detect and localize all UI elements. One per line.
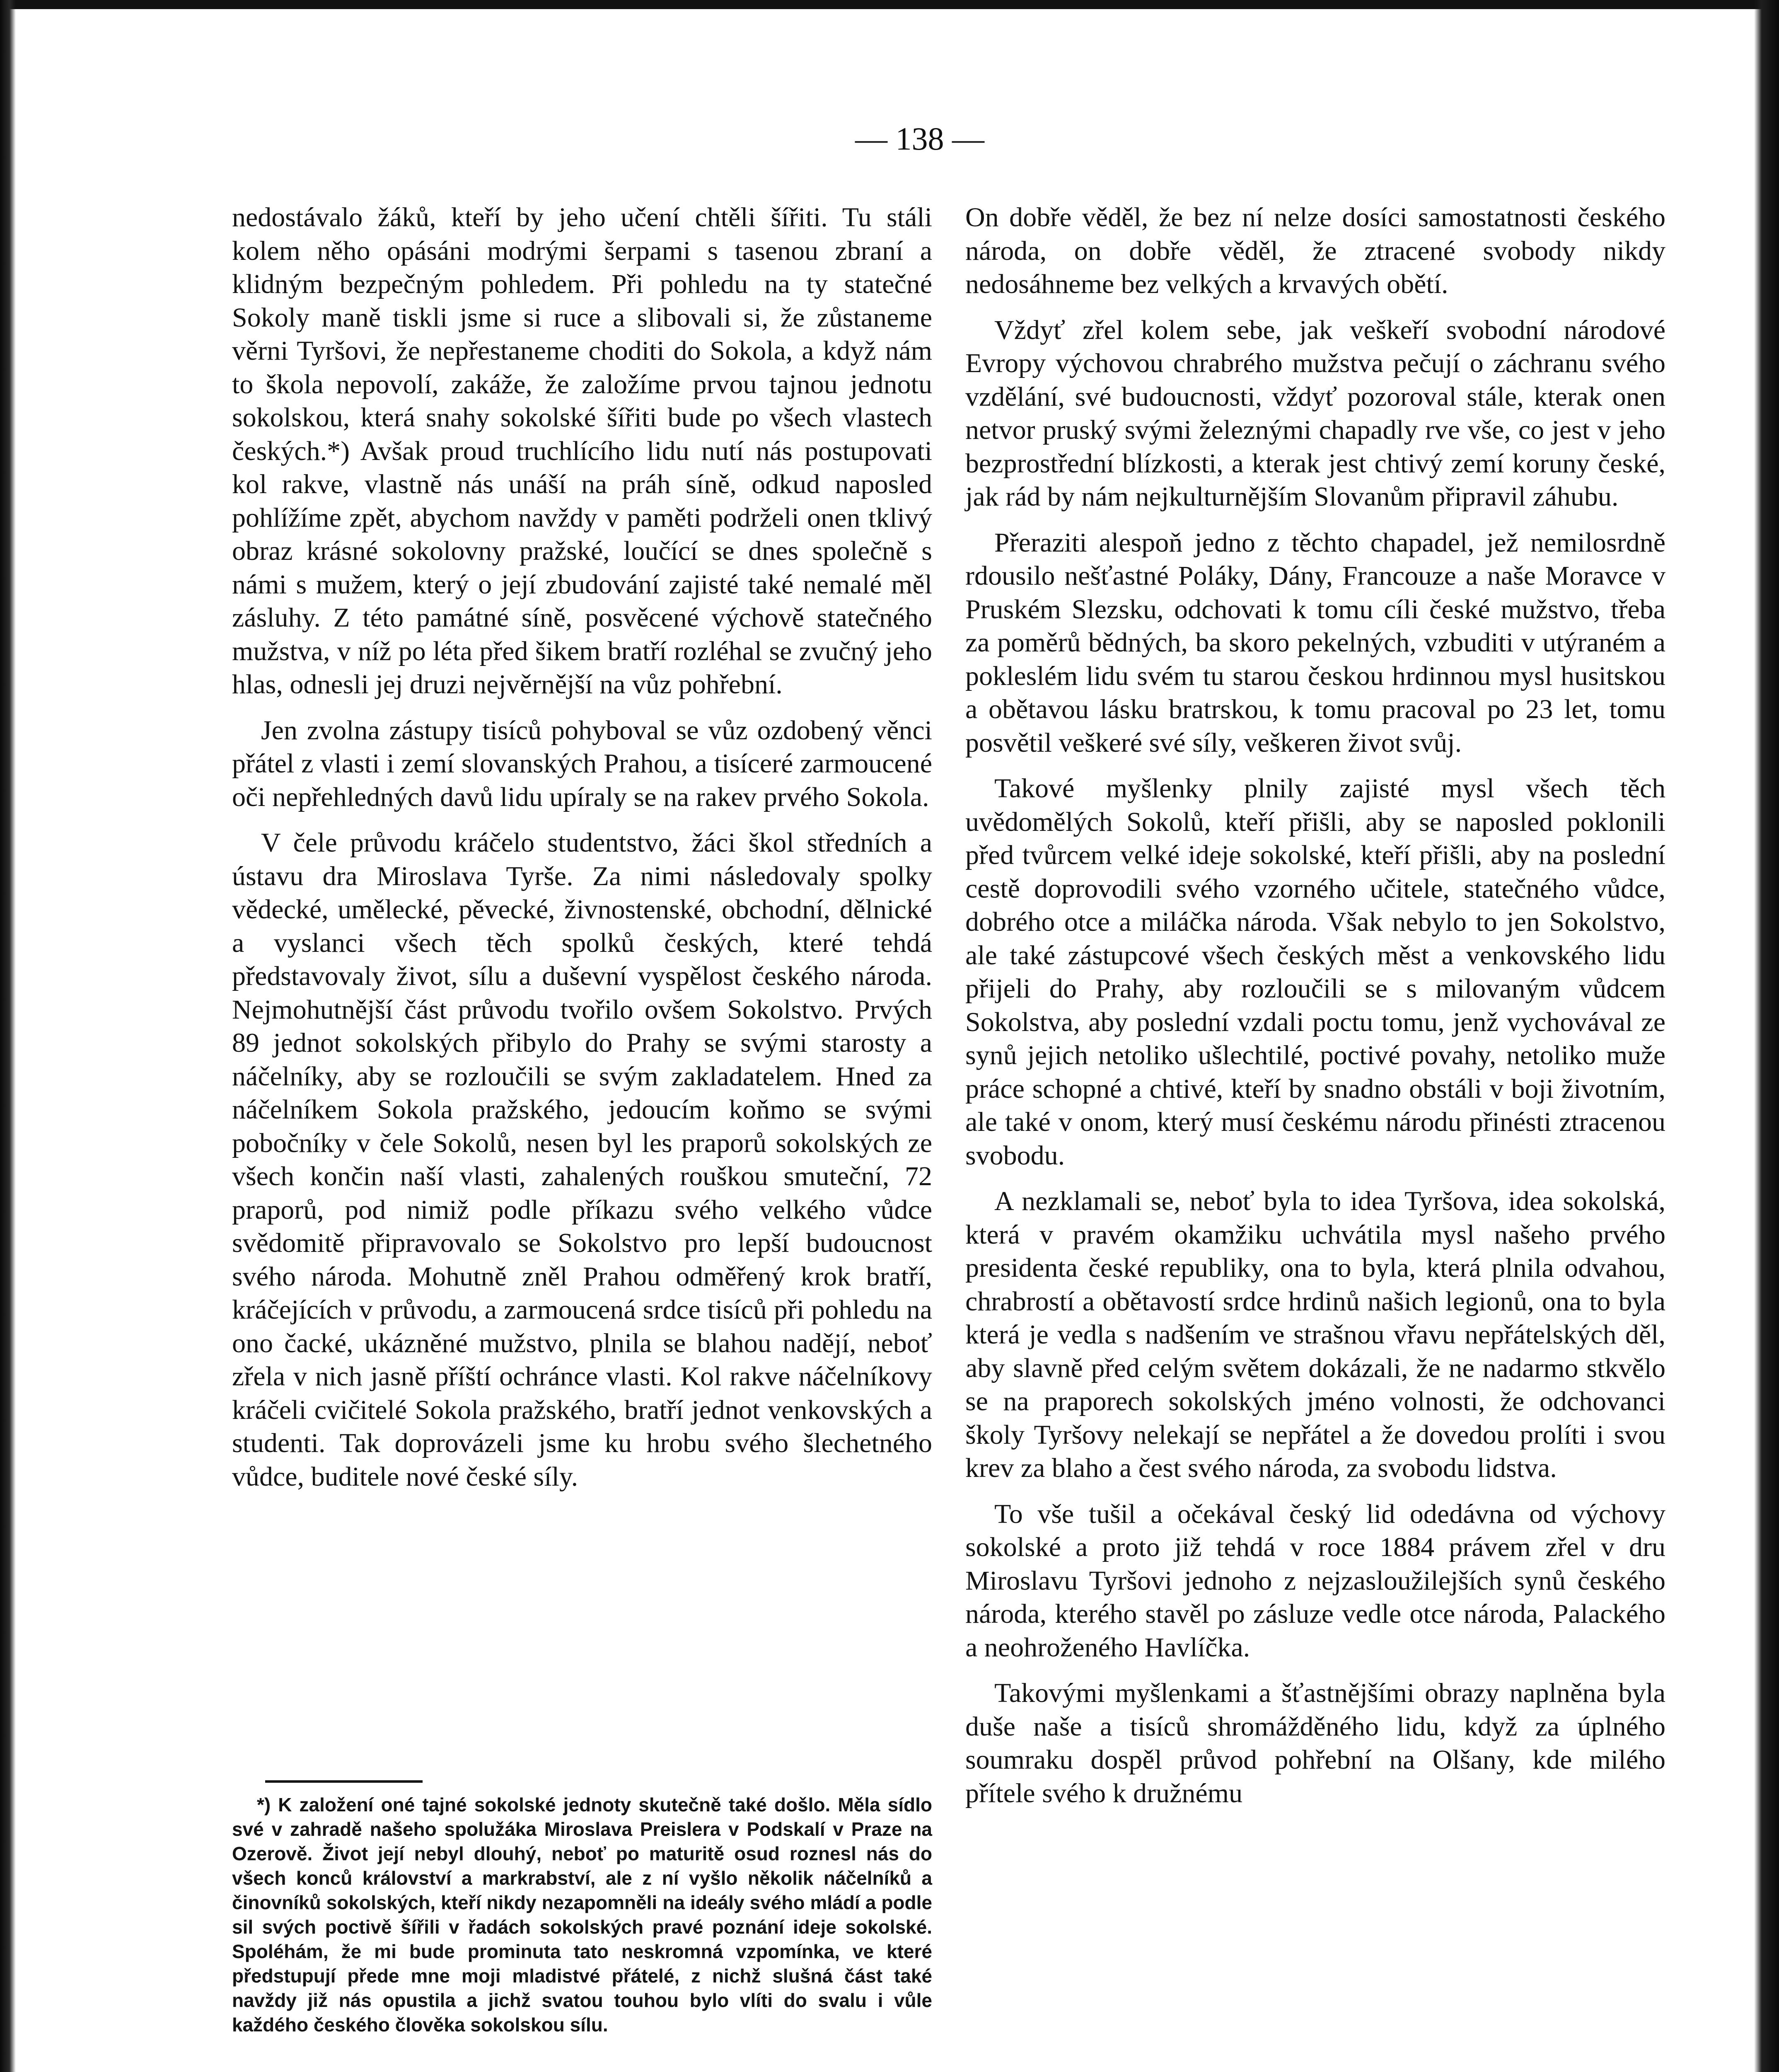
right-paragraph-5: A nezklamali se, neboť byla to idea Tyršova, idea sokolská, která v pravém okamžiku uchvátila mysl našeho prvého presidenta české republiky, ona to byla, která plnila odvahou, chrabrostí a obětavostí srdce hrdinů našich legionů, ona to byla která je vedla s nadšením ve strašnou vřavu nepřátelských děl, aby slavně před celým světem dokázali, že ne nadarmo stkvělo se na praporech sokolských jméno volnosti, že odchovanci školy Tyršovy nelekají se nepřátel a že dovedou prolíti i svou krev za blaho a čest svého národa, za svobodu lidstva. [965, 1186, 1665, 1483]
right-paragraph-1: On dobře věděl, že bez ní nelze dosíci samostatnosti českého národa, on dobře věděl, že ztracené svobody nikdy nedosáhneme bez velkých a krvavých obětí. [965, 202, 1665, 299]
scan-edge-top [0, 0, 1779, 9]
left-paragraph-2: Jen zvolna zástupy tisíců pohyboval se vůz ozdobený věnci přátel z vlasti i zemí slovanských Prahou, a tisíceré zarmoucené oči nepřehledných davů lidu upíraly se na rakev prvého Sokola. [232, 715, 932, 812]
footnote-text: *) K založení oné tajné sokolské jednoty skutečně také došlo. Měla sídlo své v zahradě našeho spolužáka Miroslava Preislera v Podskalí v Praze na Ozerově. Život její nebyl dlouhý, neboť po maturitě osud roznesl nás do všech konců království a markrabství, ale z ní vyšlo několik náčelníků a činovníků sokolských, kteří nikdy nezapomněli na ideály svého mládí a podle sil svých poctivě šířili v řadách sokolských pravé poznání ideje sokolské. Spoléhám, že mi bude prominuta tato neskromná vzpomínka, ve které předstupují přede mne moji mladistvé přátelé, z nichž slušná část také navždy již nás opustila a jichž svatou touhou bylo vlíti do svalu i vůle každého českého člověka sokolskou sílu. [232, 1794, 932, 2036]
right-paragraph-2: Vždyť zřel kolem sebe, jak veškeří svobodní národové Evropy výchovou chrabrého mužstva pečují o záchranu svého vzdělání, své budoucnosti, vždyť pozoroval stále, kterak onen netvor pruský svými železnými chapadly rve vše, co jest v jeho bezprostřední blízkosti, a kterak jest chtivý zemí koruny české, jak rád by nám nejkulturnějším Slovanům připravil záhubu. [965, 315, 1665, 512]
right-column [965, 201, 1665, 1823]
right-paragraph-3: Přeraziti alespoň jedno z těchto chapadel, jež nemilosrdně rdousilo nešťastné Poláky, Dány, Francouze a naše Moravce v Pruském Slezsku, odchovati k tomu cíli české mužstvo, třeba za poměrů bědných, ba skoro pekelných, vzbuditi v utýraném a pokleslém lidu svém tu starou českou hrdinnou mysl husitskou a obětavou lásku bratrskou, k tomu pracoval po 23 let, tomu posvětil veškeré své síly, veškeren život svůj. [965, 527, 1665, 758]
footnote-rule [265, 1780, 423, 1783]
left-paragraph-3: V čele průvodu kráčelo studentstvo, žáci škol středních a ústavu dra Miroslava Tyrše. Za nimi následovaly spolky vědecké, umělecké, pěvecké, živnostenské, obchodní, dělnické a vyslanci všech těch spolků českých, které tehdá představovaly život, sílu a duševní vyspělost českého národa. Nejmohutnější část průvodu tvořilo ovšem Sokolstvo. Prvých 89 jednot sokolských přibylo do Prahy se svými starosty a náčelníky, aby se rozloučili se svým zakladatelem. Hned za náčelníkem Sokola pražského, jedoucím koňmo se svými pobočníky v čele Sokolů, nesen byl les praporů sokolských ze všech končin naší vlasti, zahalených rouškou smuteční, 72 praporů, pod nimiž podle příkazu svého velkého vůdce svědomitě připravovalo se Sokolstvo pro lepší budoucnost svého národa. Mohutně zněl Prahou odměřený krok bratří, kráčejících v průvodu, a zarmoucená srdce tisíců při pohledu na ono čacké, ukázněné mužstvo, plnila se blahou nadějí, neboť zřela v nich jasně příští ochránce vlasti. Kol rakve náčelníkovy kráčeli cvičitelé Sokola pražského, bratří jednot venkovských a studenti. Tak doprovázeli jsme ku hrobu svého šlechetného vůdce, buditele nové české síly. [232, 828, 932, 1492]
right-paragraph-6: To vše tušil a očekával český lid odedávna od výchovy sokolské a proto již tehdá v roce 1884 právem zřel v dru Miroslavu Tyršovi jednoho z nejzasloužilejších synů českého národa, kterého stavěl po zásluze vedle otce národa, Palackého a neohroženého Havlíčka. [965, 1498, 1665, 1663]
scan-edge-right [1754, 0, 1779, 2072]
right-paragraph-7: Takovými myšlenkami a šťastnějšími obrazy naplněna byla duše naše a tisíců shromážděného lidu, když za úplného soumraku dospěl průvod pohřební na Olšany, kde milého přítele svého k družnému [965, 1678, 1665, 1808]
left-column [232, 201, 932, 1506]
right-paragraph-4: Takové myšlenky plnily zajisté mysl všech těch uvědomělých Sokolů, kteří přišli, aby se naposled poklonili před tvůrcem velké ideje sokolské, kteří přišli, aby na poslední cestě doprovodili svého vzorného učitele, statečného vůdce, dobrého otce a miláčka národa. Však nebylo to jen Sokolstvo, ale také zástupcové všech českých měst a venkovského lidu přijeli do Prahy, aby rozloučili se s milovaným vůdcem Sokolstva, aby poslední vzdali poctu tomu, jenž vychovával ze synů jejich netoliko ušlechtilé, poctivé povahy, netoliko muže práce schopné a chtivé, kteří by snadno obstáli v boji životním, ale také v onom, který musí českému národu přinésti ztracenou svobodu. [965, 773, 1665, 1171]
left-paragraph-1: nedostávalo žáků, kteří by jeho učení chtěli šířiti. Tu stáli kolem něho opásáni modrými šerpami s tasenou zbraní a klidným bezpečným pohledem. Při pohledu na ty statečné Sokoly maně tiskli jsme si ruce a slibovali si, že zůstaneme věrni Tyršovi, že nepřestaneme choditi do Sokola, a když nám to škola nepovolí, zakáže, že založíme prvou tajnou jednotu sokolskou, která snahy sokolské šířiti bude po všech vlastech českých.*) Avšak proud truchlícího lidu nutí nás postupovati kol rakve, vlastně nás unáší na práh síně, odkud naposled pohlížíme zpět, abychom navždy v paměti podrželi onen tklivý obraz krásné sokolovny pražské, loučící se dnes společně s námi s mužem, který o její zbudování zajisté také nemalé měl zásluhy. Z této památné síně, posvěcené výchově statečného mužstva, v níž po léta před šikem bratří rozléhal se zvučný jeho hlas, odnesli jej druzi nejvěrnější na vůz pohřební. [232, 202, 932, 700]
footnote [232, 1793, 932, 2037]
page-number: — 138 — [855, 121, 984, 157]
scan-edge-left [0, 0, 16, 2072]
